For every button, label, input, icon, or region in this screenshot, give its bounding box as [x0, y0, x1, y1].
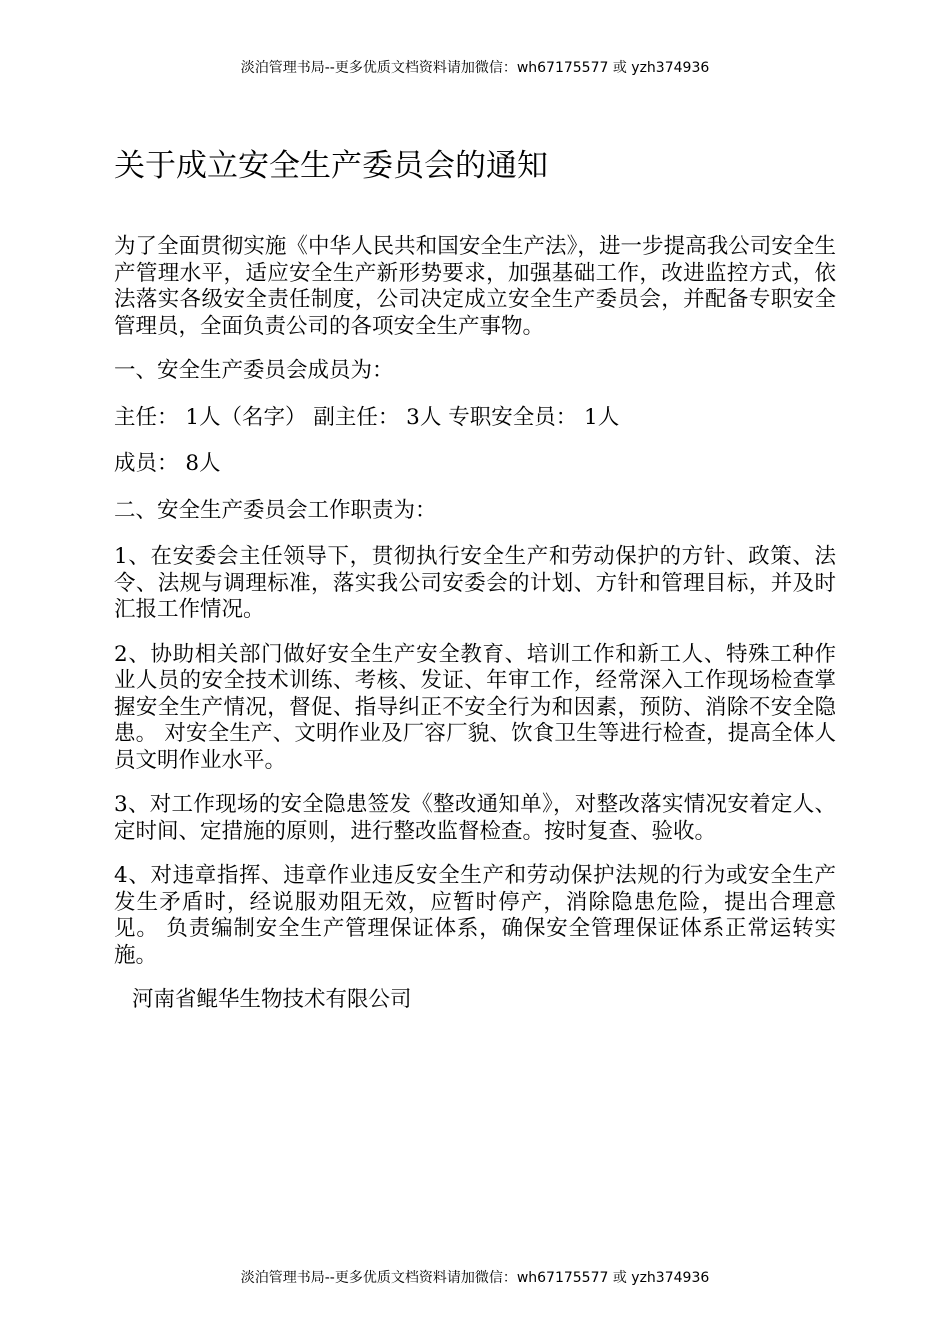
section-1-heading: 一、安全生产委员会成员为： — [114, 358, 394, 383]
document-body — [114, 234, 836, 1014]
section-2-heading: 二、安全生产委员会工作职责为： — [114, 497, 437, 523]
company-signature: 河南省鲲华生物技术有限公司 — [132, 987, 412, 1012]
duty-item-3: 3、对工作现场的安全隐患签发《整改通知单》，对整改落实情况安着定人、定时间、定措施的原则，进行整改监督检查。按时复查、验收。 — [114, 792, 836, 844]
staff-line: 成员： 8人 — [114, 451, 221, 476]
page-footer: 淡泊管理书局--更多优质文档资料请加微信：wh67175577 或 yzh374936 — [240, 1270, 710, 1286]
duty-item-4: 4、对违章指挥、违章作业违反安全生产和劳动保护法规的行为或安全生产发生矛盾时，经说服劝阻无效，应暂时停产，消除隐患危险，提出合理意见。 负责编制安全生产管理保证体系，确保安全管理保证体系正常运转实施。 — [114, 863, 836, 968]
page-header: 淡泊管理书局--更多优质文档资料请加微信：wh67175577 或 yzh374936 — [240, 60, 710, 76]
document-title: 关于成立安全生产委员会的通知 — [114, 148, 548, 184]
intro-paragraph: 为了全面贯彻实施《中华人民共和国安全生产法》，进一步提高我公司安全生产管理水平，适应安全生产新形势要求，加强基础工作，改进监控方式，依法落实各级安全责任制度，公司决定成立安全生产委员会，并配备专职安全管理员，全面负责公司的各项安全生产事物。 — [114, 234, 836, 339]
duty-item-2: 2、协助相关部门做好安全生产安全教育、培训工作和新工人、特殊工种作业人员的安全技术训练、考核、发证、年审工作，经常深入工作现场检查掌握安全生产情况，督促、指导纠正不安全行为和因素，预防、消除不安全隐患。 对安全生产、文明作业及厂容厂貌、饮食卫生等进行检查，提高全体人员文明作业水平。 — [114, 641, 836, 773]
duty-item-1: 1、在安委会主任领导下，贯彻执行安全生产和劳动保护的方针、政策、法令、法规与调理标准，落实我公司安委会的计划、方针和管理目标，并及时汇报工作情况。 — [114, 544, 836, 622]
members-line: 主任： 1人（名字） 副主任： 3人 专职安全员： 1人 — [114, 404, 620, 430]
